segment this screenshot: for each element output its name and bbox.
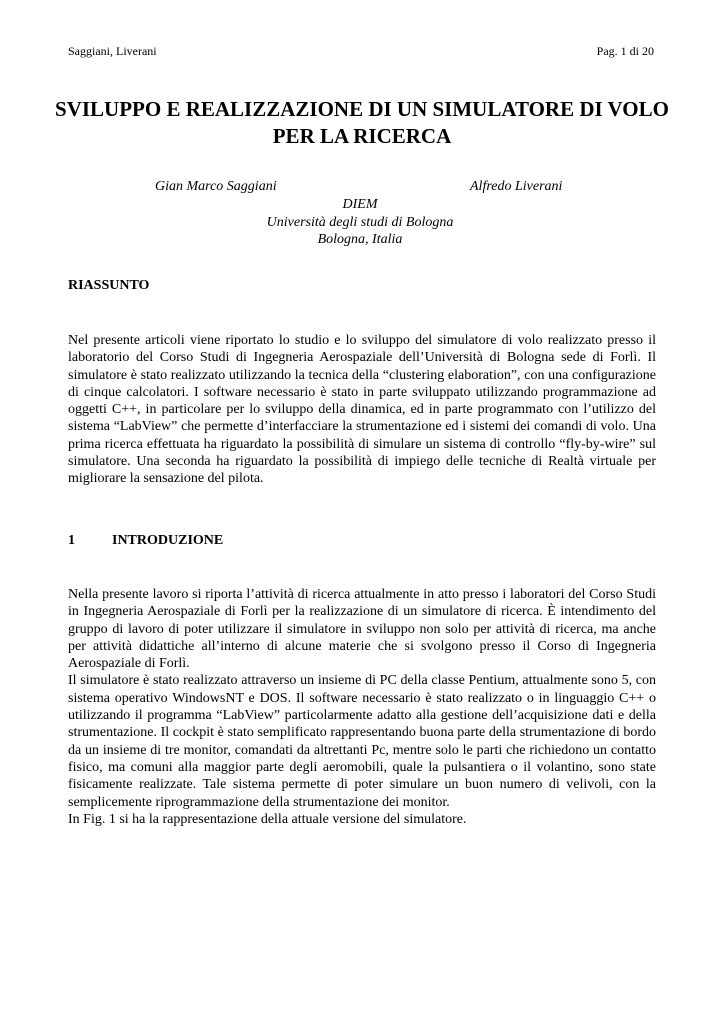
author-liverani: Alfredo Liverani: [470, 179, 563, 194]
intro-paragraph-1: Nella presente lavoro si riporta l’attività di ricerca attualmente in atto presso i laboratori del Corso Studi in Ingegneria Aerospaziale di Forlì per la realizzazione di un simulatore di ricerca. È intendimento del gruppo di lavoro di poter utilizzare il simulatore in sviluppo non solo per attività di ricerca, ma anche per attività didattiche all’interno di alcune materie che si svolgono presso il Corso di Ingegneria Aerospaziale di Forlì.: [68, 587, 656, 672]
intro-paragraph-2: Il simulatore è stato realizzato attraverso un insieme di PC della classe Pentium, attualmente sono 5, con sistema operativo WindowsNT e DOS. Il software necessario è stato realizzato o in linguaggio C++ o utilizzando il programma “LabView” particolarmente adatto alla gestione dell’acquisizione dati e della strumentazione. Il cockpit è stato semplificato rappresentando buona parte della strumentazione di bordo da un insieme di tre monitor, comandati da altrettanti Pc, mentre solo le parti che richiedono un contatto fisico, ma comuni alla maggior parte degli aeromobili, quale la pulsantiera o il volantino, sono state fisicamente realizzate. Tale sistema permette di poter simulare un buon numero di velivoli, con la semplicemente riprogrammazione della strumentazione dei monitor.: [68, 673, 656, 810]
abstract-heading: RIASSUNTO: [68, 278, 150, 293]
affiliation: [160, 196, 560, 249]
author-saggiani: Gian Marco Saggiani: [155, 179, 277, 194]
abstract-body: [68, 332, 656, 488]
affiliation-university: Università degli studi di Bologna: [266, 214, 454, 230]
affiliation-city: Bologna, Italia: [317, 232, 403, 247]
page-number: Pag. 1 di 20: [596, 44, 654, 58]
section-number: 1: [68, 533, 75, 548]
abstract-paragraph: Nel presente articoli viene riportato lo studio e lo sviluppo del simulatore di volo realizzato presso il laboratorio del Corso Studi di Ingegneria Aerospaziale dell’Università di Bologna sede di Forlì. Il simulatore è stato realizzato utilizzando la tecnica della “clustering elaboration”, con una configurazione di cinque calcolatori. I software necessario è stato in parte sviluppato utilizzando programmazione ad oggetti C++, in particolare per lo sviluppo della dinamica, ed in parte programmato con l’utilizzo del sistema “LabView” che permette d’interfacciare la strumentazione ed i sistemi dei comandi di volo. Una prima ricerca effettuata ha riguardato la possibilità di simulare un sistema di controllo “fly-by-wire” sul simulatore. Una seconda ha riguardato la possibilità di impiego delle tecniche di Realtà virtuale per migliorare la sensazione del pilota.: [68, 333, 656, 487]
introduction-body: [68, 586, 656, 828]
paper-title: SVILUPPO E REALIZZAZIONE DI UN SIMULATORE DI VOLO PER LA RICERCA: [55, 97, 669, 148]
running-header-authors: Saggiani, Liverani: [68, 44, 157, 58]
intro-paragraph-3: In Fig. 1 si ha la rappresentazione della attuale versione del simulatore.: [68, 811, 467, 827]
section-heading-introduzione: INTRODUZIONE: [112, 533, 224, 548]
affiliation-dept: DIEM: [342, 197, 378, 212]
